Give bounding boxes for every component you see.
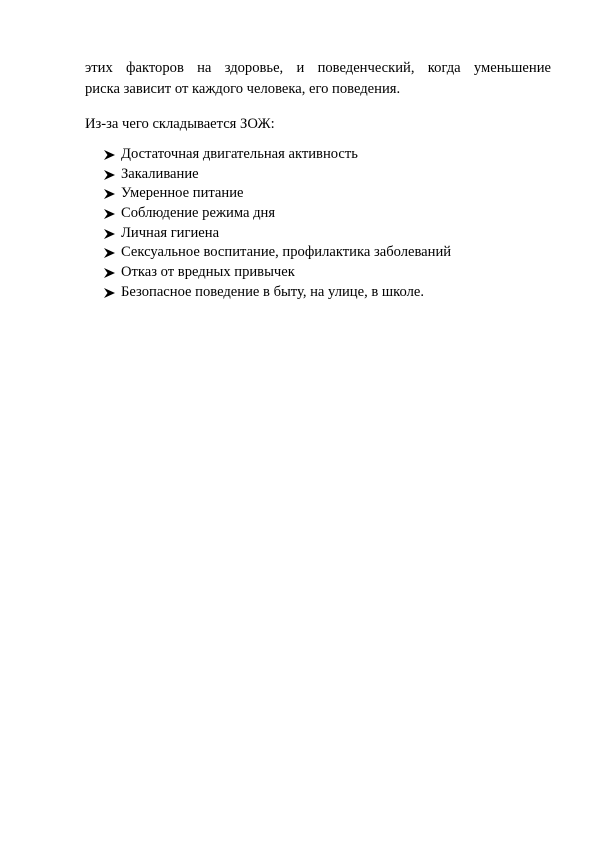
word: когда (427, 60, 461, 76)
arrowhead-bullet-icon (104, 288, 115, 298)
arrowhead-bullet-icon (104, 268, 115, 278)
list-item-text: Соблюдение режима дня (121, 205, 276, 222)
list-item-text: Достаточная двигательная активность (121, 146, 358, 162)
word: факторов (126, 60, 184, 76)
list-item-text: Сексуальное воспитание, профилактика заболеваний (121, 244, 452, 261)
word: уменьшение (473, 60, 551, 76)
arrowhead-bullet-icon (104, 189, 115, 199)
paragraph-line-1 (85, 58, 551, 78)
list-item-text: Закаливание (121, 165, 199, 182)
word: на (197, 60, 212, 76)
arrowhead-bullet-icon (104, 150, 115, 160)
list-item-text: Отказ от вредных привычек (121, 264, 295, 281)
word: поведенческий, (317, 60, 415, 76)
arrowhead-bullet-icon (104, 248, 115, 258)
section-heading: Из-за чего складывается ЗОЖ: (85, 116, 275, 132)
word: здоровье, (224, 60, 284, 76)
list-item-text: Личная гигиена (121, 224, 220, 241)
word: этих (85, 60, 113, 76)
list-item-text: Умеренное питание (121, 185, 244, 202)
paragraph-line-2: риска зависит от каждого человека, его поведения. (85, 81, 401, 97)
arrowhead-bullet-icon (104, 229, 115, 239)
list-item-text: Безопасное поведение в быту, на улице, в школе. (121, 283, 425, 300)
arrowhead-bullet-icon (104, 209, 115, 219)
word: и (296, 60, 305, 76)
arrowhead-bullet-icon (104, 170, 115, 180)
